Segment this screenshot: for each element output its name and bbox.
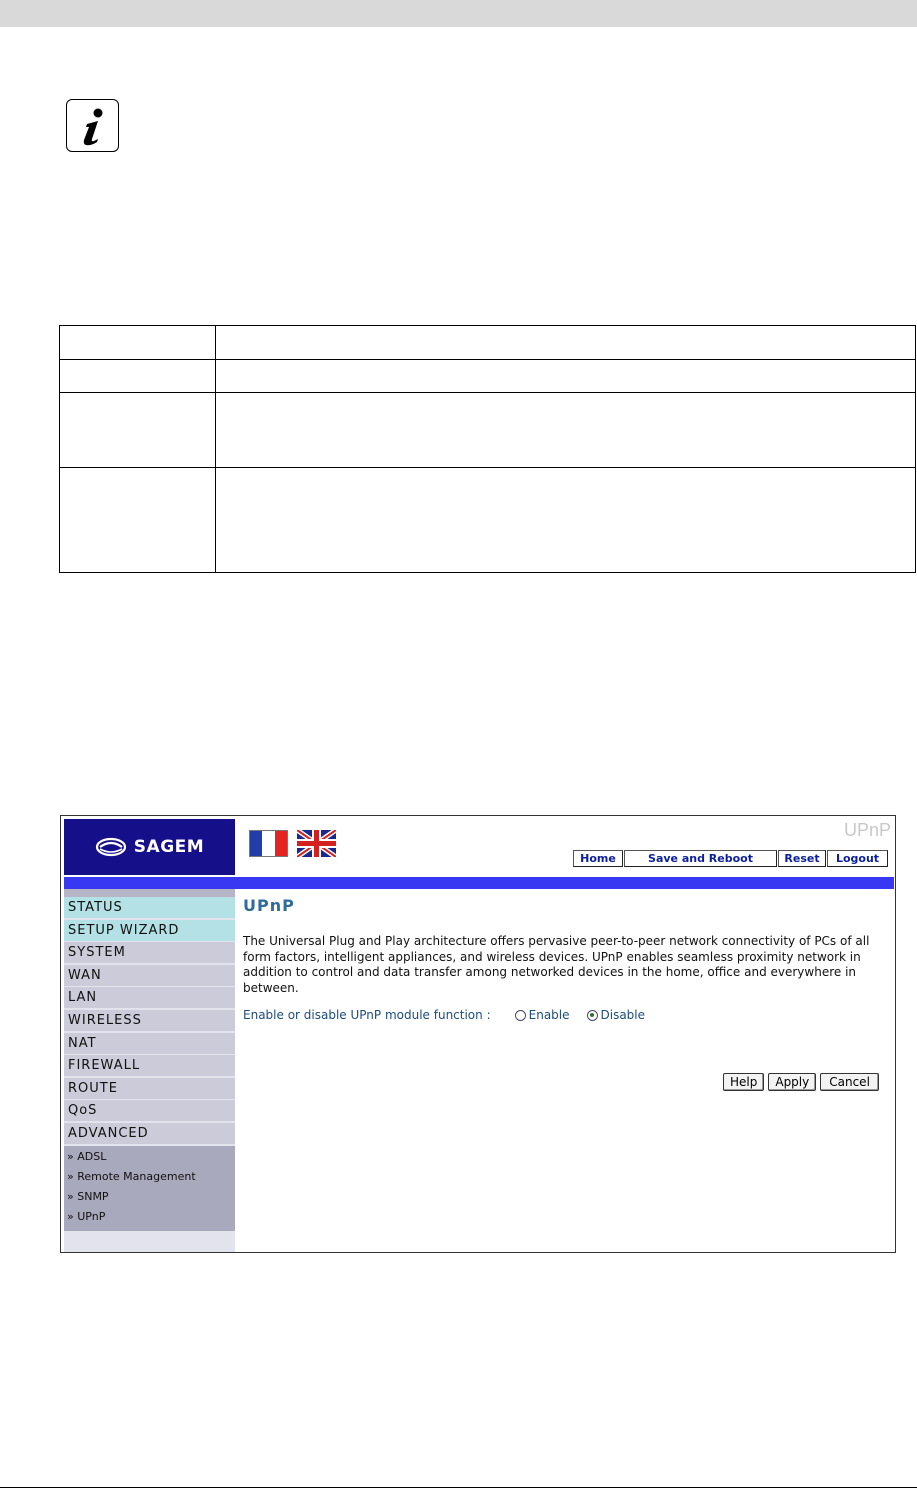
submenu-item-adsl[interactable]: » ADSL [67,1150,107,1164]
save-and-reboot-button[interactable]: Save and Reboot [624,850,777,867]
sidebar-item-setup-wizard[interactable]: SETUP WIZARD [64,920,235,941]
brand-name: SAGEM [133,837,205,857]
table-row [60,360,916,393]
submenu-item-remote-management[interactable]: » Remote Management [67,1170,196,1184]
table-cell [60,468,216,573]
submenu-item-upnp[interactable]: » UPnP [67,1210,106,1224]
table-cell [216,326,916,360]
submenu-item-snmp[interactable]: » SNMP [67,1190,109,1204]
header-bar [0,0,917,27]
footer-rule [0,1487,917,1488]
router-screenshot [60,815,896,1253]
table-cell [60,393,216,468]
table-row [60,326,916,360]
sidebar-spacer [64,889,235,897]
action-buttons [723,1073,879,1091]
sidebar-item-route[interactable]: ROUTE [64,1078,235,1099]
parameters-table [59,325,916,573]
sidebar-item-wireless[interactable]: WIRELESS [64,1010,235,1031]
header-band [64,877,894,889]
top-navigation [573,850,889,867]
page-description: The Universal Plug and Play architecture offers pervasive peer-to-peer network connectivity of PCs of all form factors, intelligent appliances, and wireless devices. UPnP enables seamless proximity network in addition to control and data transfer among networked devices in the home, office and everywhere in between. [243,934,870,995]
main-content [243,896,883,1022]
sidebar-item-system[interactable]: SYSTEM [64,942,235,963]
home-button[interactable]: Home [573,850,623,867]
table-cell [60,360,216,393]
info-icon [66,99,119,152]
cancel-button[interactable]: Cancel [820,1073,879,1091]
disable-label[interactable]: Disable [600,1008,646,1022]
table-cell [216,468,916,573]
enable-radio[interactable] [515,1010,526,1021]
uk-flag-icon[interactable] [297,830,336,857]
advanced-submenu [64,1146,235,1231]
disable-radio[interactable] [587,1010,598,1021]
sidebar-item-lan[interactable]: LAN [64,987,235,1008]
apply-button[interactable]: Apply [768,1073,816,1091]
sagem-logo [64,819,235,875]
sagem-swirl-icon [95,837,127,857]
reset-button[interactable]: Reset [778,850,826,867]
upnp-option-row [243,1008,883,1022]
sidebar-item-qos[interactable]: QoS [64,1100,235,1121]
help-button[interactable]: Help [723,1073,764,1091]
sidebar-item-firewall[interactable]: FIREWALL [64,1055,235,1076]
sidebar-item-status[interactable]: STATUS [64,897,235,918]
table-row [60,468,916,573]
sidebar-item-nat[interactable]: NAT [64,1033,235,1054]
fr-flag-icon[interactable] [249,830,288,857]
table-cell [216,360,916,393]
page-title: UPnP [243,896,295,915]
sidebar [64,889,235,1253]
logout-button[interactable]: Logout [827,850,888,867]
table-row [60,393,916,468]
table-cell [60,326,216,360]
page-label: UPnP [843,820,891,840]
table-cell [216,393,916,468]
sidebar-item-wan[interactable]: WAN [64,965,235,986]
upnp-option-label: Enable or disable UPnP module function : [243,1008,491,1022]
enable-label[interactable]: Enable [528,1008,570,1022]
sidebar-item-advanced[interactable]: ADVANCED [64,1123,235,1144]
